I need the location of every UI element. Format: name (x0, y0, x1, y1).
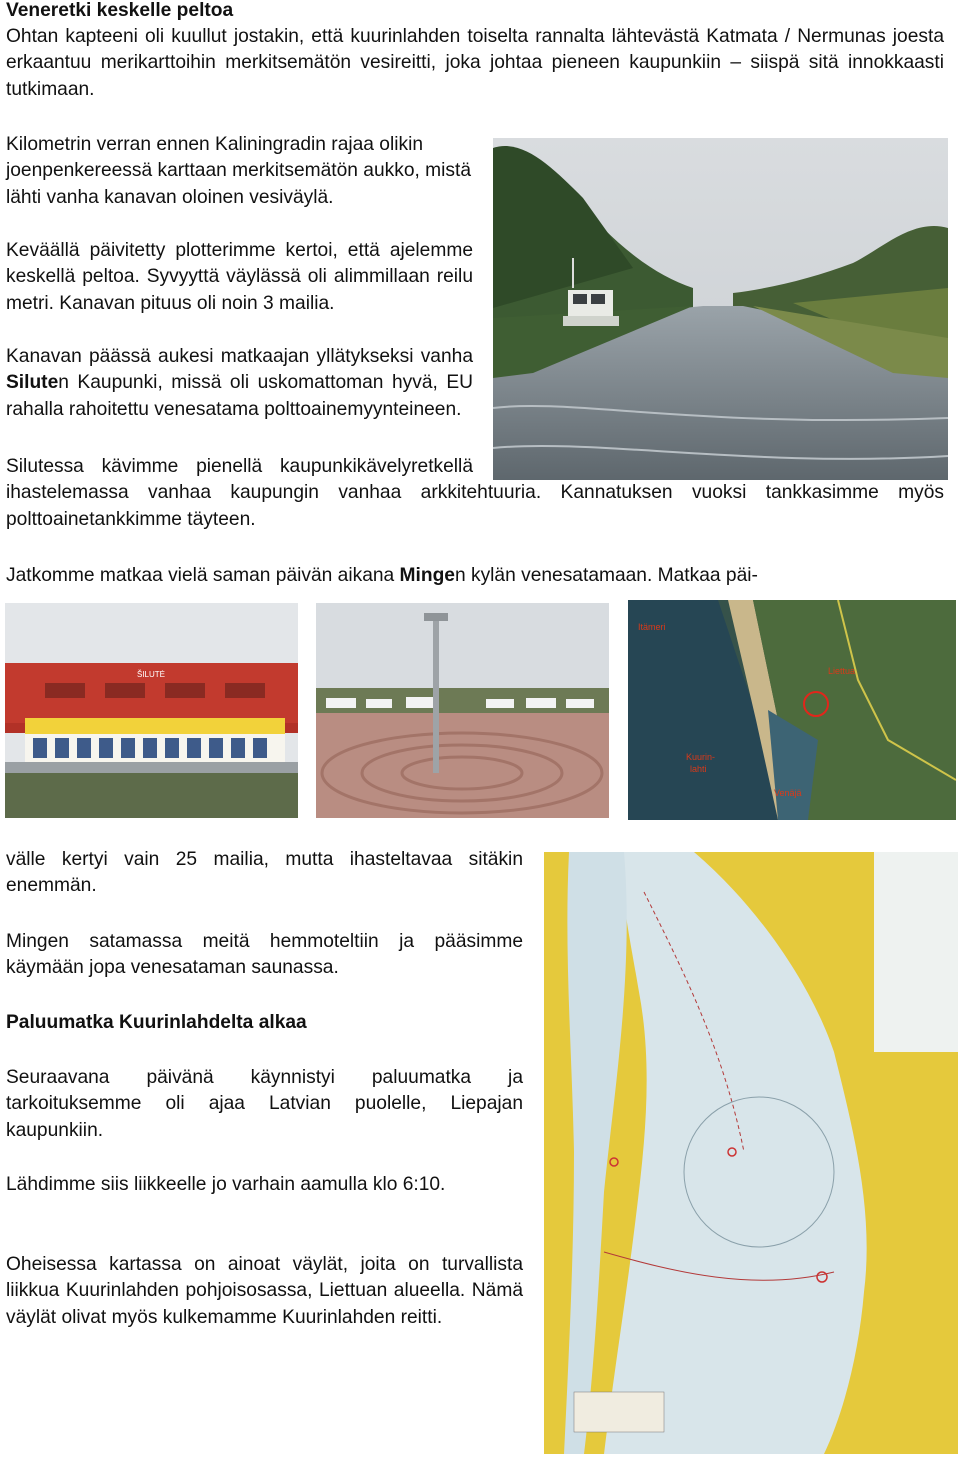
chart-description-paragraph: Oheisessa kartassa on ainoat väylät, joita on turvallista liikkua Kuurinlahden pohjoisosassa, Liettuan alueella. Nämä väylät olivat myös kulkemamme Kuurinlahden reitti. (6, 1254, 523, 1328)
departure-paragraph: Lähdimme siis liikkeelle jo varhain aamulla klo 6:10. (6, 1174, 446, 1195)
place-name-minge: Minge (399, 565, 455, 586)
text-span: Jatkomme matkaa vielä saman päivän aikana (6, 565, 400, 586)
canal-paragraph-3 (6, 344, 473, 423)
return-trip-paragraph: Seuraavana päivänä käynnistyi paluumatka ja tarkoituksemme oli ajaa Latvian puolelle, Liepajan kaupunkiin. (6, 1067, 523, 1141)
map-label-itameri: Itämeri (638, 622, 666, 632)
canal-paragraph-1: Kilometrin verran ennen Kaliningradin rajaa olikin joenpenkereessä karttaan merkitsemätön aukko, mistä lähti vanha kanavan oloinen vesiväylä. (6, 134, 471, 208)
mingen-distance-paragraph: välle kertyi vain 25 mailia, mutta ihasteltavaa sitäkin enemmän. (6, 849, 523, 897)
place-name-silute: Silute (6, 372, 59, 394)
text-span: Kanavan päässä aukesi matkaajan yllätykseksi vanha (6, 346, 473, 367)
sauna-paragraph: Mingen satamassa meitä hemmoteltiin ja pääsimme käymään jopa venesataman saunassa. (6, 931, 523, 979)
building-sign: ŠILUTĖ (136, 670, 166, 679)
mingen-paragraph (6, 563, 944, 589)
canal-photo (493, 138, 948, 480)
text-span: Silutessa kävimme pienellä kaupunkikävelyretkellä ihastelemassa vanhaa kaupungin vanhaa arkkitehtuuria. Kannatuksen vuoksi tankkasimme myös polttoainetankkimme täyteen. (6, 456, 944, 530)
nautical-chart-photo (544, 852, 958, 1454)
canal-paragraph-2: Keväällä päivitetty plotterimme kertoi, että ajelemme keskellä peltoa. Syvyyttä väylässä oli alimmillaan reilu metri. Kanavan pituus oli noin 3 mailia. (6, 240, 473, 314)
map-label-venaja: Venäjä (774, 788, 802, 798)
float-spacer (473, 454, 944, 480)
text-span: n Kaupunki, missä oli uskomattoman hyvä, EU rahalla rahoitettu venesatama polttoainemyynteineen. (6, 372, 473, 420)
text-span: n kylän venesatamaan. Matkaa päi- (454, 565, 758, 586)
map-label-kuurinlahti-1: Kuurin- (686, 752, 716, 762)
map-label-kuurinlahti-2: lahti (690, 764, 707, 774)
article-title: Veneretki keskelle peltoa (6, 0, 234, 21)
region-satellite-map (628, 600, 956, 820)
intro-paragraph: Ohtan kapteeni oli kuullut jostakin, että kuurinlahden toiselta rannalta lähtevästä Katmata / Nermunas joesta erkaantuu merikarttoihin merkitsemätön vesireitti, joka johtaa pieneen kaupunkiin – siispä sitä innokkaasti tutkimaan. (6, 26, 944, 100)
silute-walk-paragraph (6, 454, 944, 533)
map-label-liettua: Liettua (828, 666, 856, 676)
harbour-square-photo (316, 603, 609, 818)
return-trip-heading: Paluumatka Kuurinlahdelta alkaa (6, 1012, 307, 1033)
silute-building-photo (5, 603, 298, 818)
